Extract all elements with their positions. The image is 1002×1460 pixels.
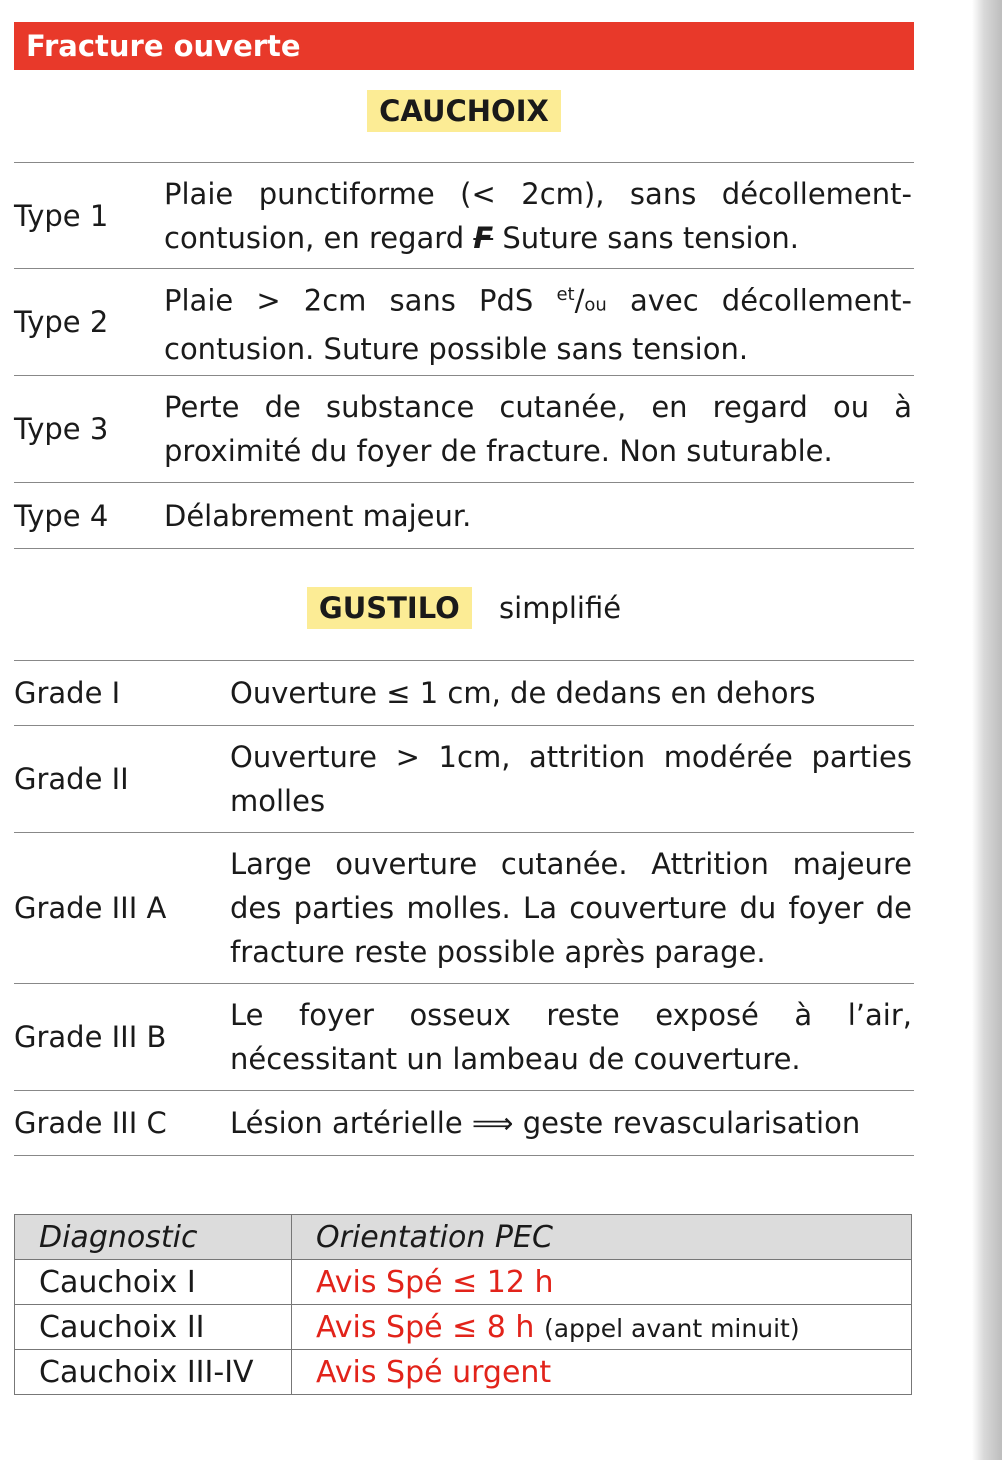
row-text: Ouverture > 1cm, attrition modérée parties molles [230,740,912,818]
row-label: Type 4 [14,498,109,533]
banner-title: Fracture ouverte [26,29,301,63]
row-label: Grade III A [14,891,167,925]
gustilo-row [14,726,914,833]
pec-note: (appel avant minuit) [543,1313,800,1343]
row-text: Plaie > 2cm sans PdS $^{et}$/ou avec décollement-contusion. Suture possible sans tension. [164,283,912,367]
row-label: Grade II [14,762,129,796]
pec-row [15,1305,912,1350]
gustilo-heading [14,587,914,639]
pec-header-orientation: Orientation PEC [292,1215,912,1260]
pec-diagnostic: Cauchoix I [15,1260,292,1305]
cauchoix-row [14,376,914,483]
gustilo-row [14,661,914,726]
pec-row [15,1350,912,1395]
row-text: Le foyer osseux reste exposé à l’air, nécessitant un lambeau de couverture. [230,998,912,1076]
row-label: Grade III C [14,1106,167,1140]
gustilo-subtitle: simplifié [499,591,622,625]
row-label: Type 2 [14,305,109,339]
row-label: Grade III B [14,1020,167,1054]
pec-header-diagnostic: Diagnostic [15,1215,292,1260]
cauchoix-title: CAUCHOIX [367,90,561,132]
row-label: Grade I [14,676,121,710]
gustilo-title: GUSTILO [307,587,472,629]
pec-row [15,1260,912,1305]
row-label: Type 1 [14,198,109,233]
gustilo-row [14,1091,914,1156]
section-banner [14,22,914,70]
cauchoix-row [14,483,914,549]
gustilo-row [14,984,914,1091]
gustilo-table [14,660,914,1156]
row-text: Large ouverture cutanée. Attrition majeure des parties molles. La couverture du foyer de fracture reste possible après parage. [230,847,912,969]
pec-diagnostic: Cauchoix II [15,1305,292,1350]
pec-table [14,1214,912,1395]
cauchoix-row [14,163,914,269]
fracture-symbol-icon: F [473,220,494,255]
pec-orientation: Avis Spé ≤ 12 h [292,1260,912,1305]
cauchoix-heading [14,90,914,142]
page-edge-shadow [972,0,1002,1460]
page-content [14,22,914,1156]
cauchoix-table [14,162,914,549]
row-text: Plaie punctiforme (< 2cm), sans décollement-contusion, en regard F Suture sans tension. [164,176,912,255]
pec-header-row [15,1215,912,1260]
cauchoix-row [14,269,914,376]
pec-orientation: Avis Spé ≤ 8 h (appel avant minuit) [292,1305,912,1350]
row-text: Délabrement majeur. [164,498,472,533]
row-text: Perte de substance cutanée, en regard ou à proximité du foyer de fracture. Non suturable. [164,390,912,468]
row-text: Lésion artérielle ⟹ geste revascularisation [230,1106,861,1140]
pec-diagnostic: Cauchoix III-IV [15,1350,292,1395]
gustilo-row [14,833,914,984]
row-label: Type 3 [14,412,109,446]
pec-orientation: Avis Spé urgent [292,1350,912,1395]
row-text: Ouverture ≤ 1 cm, de dedans en dehors [230,676,816,710]
